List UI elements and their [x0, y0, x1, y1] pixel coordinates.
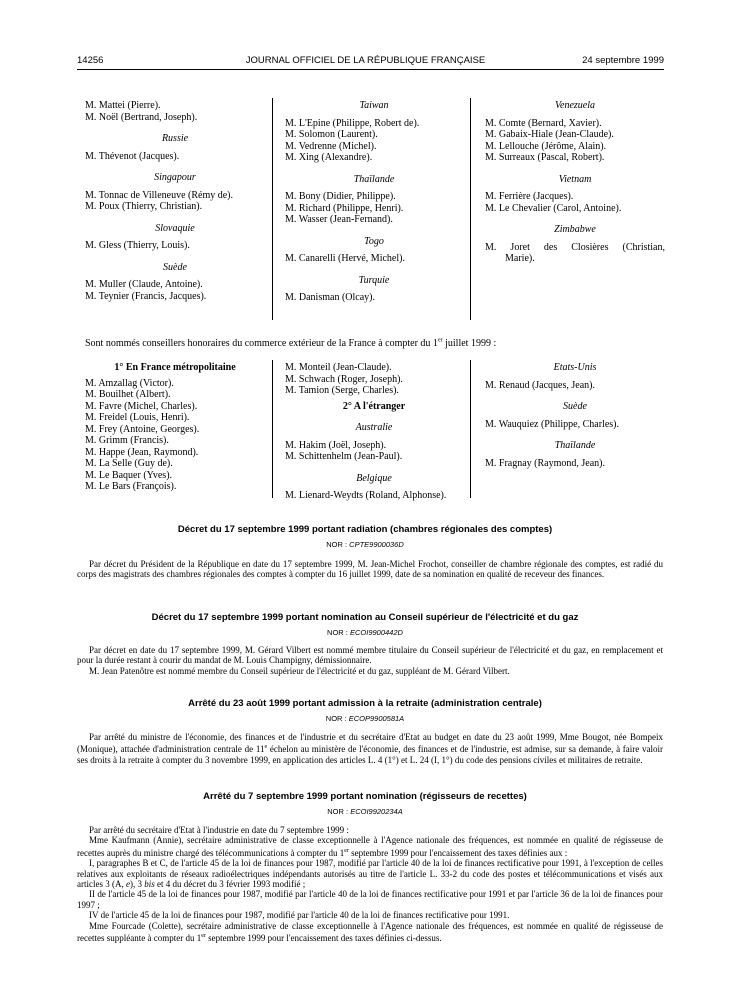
person-name: M. Muller (Claude, Antoine).: [85, 279, 203, 290]
person-name: M. Solomon (Laurent).: [285, 129, 378, 140]
person-name: M. Amzallag (Victor).: [85, 377, 174, 389]
column-divider: [470, 360, 471, 498]
country-heading: Etats-Unis: [553, 362, 597, 373]
person-name: M. Danisman (Olcay).: [285, 292, 375, 303]
decree-paragraph: II de l'article 45 de la loi de finances pour 1987, modifié par l'article 40 de la loi de finances rectificative pour 1991 et par l'article 36 de la loi de finances pour 1997 ;: [77, 889, 663, 910]
decree-body: [77, 825, 663, 943]
honorary-list-column-2: [285, 362, 463, 502]
country-heading: Suède: [563, 401, 587, 412]
page-number: 14256: [77, 55, 104, 66]
person-name: M. Le Chevalier (Carol, Antoine).: [485, 202, 622, 214]
name-continuation: Marie).: [505, 253, 535, 264]
person-name: M. Le Baquer (Yves).: [85, 469, 173, 481]
person-name: M. Gabaix-Hiale (Jean-Claude).: [485, 129, 614, 140]
person-name: M. Joret des Closières (Christian,: [485, 241, 665, 253]
person-name: M. Comte (Bernard, Xavier).: [485, 117, 602, 129]
column-divider: [272, 360, 273, 498]
decree-paragraph: Par décret en date du 17 septembre 1999, M. Gérard Vilbert est nommé membre titulaire du Conseil supérieur de l'électricité et du gaz, en remplacement et pour la durée restant à courir du mandat de M. Louis Champigny, démissionnaire.: [77, 645, 663, 666]
person-name: M. Renaud (Jacques, Jean).: [485, 379, 595, 391]
decree-paragraph: Par décret du Président de la République en date du 17 septembre 1999, M. Jean-Michel Frochot, conseiller de chambre régionale des comptes, est radié du corps des magistrats des chambres régionales des comptes à compter du 16 juillet 1999, date de sa nomination en qualité de receveur des finances.: [77, 559, 663, 580]
honorary-list-column-3: [485, 100, 665, 265]
person-name: M. Poux (Thierry, Christian).: [85, 201, 203, 212]
decree-paragraph: M. Jean Patenôtre est nommé membre du Conseil supérieur de l'électricité et du gaz, suppléant de M. Gérard Vilbert.: [89, 665, 510, 676]
person-name: M. Le Bars (François).: [85, 481, 177, 492]
country-heading: Australie: [355, 422, 393, 433]
decree-title: Arrêté du 23 août 1999 portant admission à la retraite (administration centrale): [188, 698, 542, 709]
journal-title: JOURNAL OFFICIEL DE LA RÉPUBLIQUE FRANÇAISE: [245, 55, 486, 66]
nor-reference: NOR : ECOI9920234A: [327, 807, 403, 816]
country-heading: Venezuela: [555, 100, 595, 111]
column-divider: [470, 98, 471, 320]
decree-title: Arrêté du 7 septembre 1999 portant nomination (régisseurs de recettes): [203, 791, 527, 802]
person-name: M. Teynier (Francis, Jacques).: [85, 290, 207, 302]
decree-paragraph: I, paragraphes B et C, de l'article 45 de la loi de finances pour 1987, modifié par l'article 40 de la loi de finances rectificative pour 1991, à l'exception de celles relatives aux exploitants de réseaux radioélectriques indépendants autorisés au titre de l'article L. 33-2 du code des postes et télécommunications et visés aux articles 3 (A, e), 3 bis et 4 du décret du 3 février 1993 modifié ;: [77, 858, 663, 890]
person-name: M. Grimm (Francis).: [85, 435, 169, 446]
decree-paragraph: Par arrêté du ministre de l'économie, des finances et de l'industrie et du secrétaire d'Etat au budget en date du 23 août 1999, Mme Bougot, née Bompeix (Monique), attachée d'administration centrale de 11e échelon au ministère de l'économie, des finances et de l'industrie, est admise, sur sa demande, à faire valoir ses droits à la retraite à compter du 3 novembre 1999, en application des articles L. 4 (1°) et L. 24 (I, 1°) du code des pensions civiles et militaires de retraite.: [77, 732, 663, 765]
country-heading: Vietnam: [558, 173, 592, 185]
country-heading: Russie: [161, 133, 189, 144]
decree-title: Décret du 17 septembre 1999 portant nomination au Conseil supérieur de l'électricité et du gaz: [151, 612, 579, 623]
person-name: M. Richard (Philippe, Henri).: [285, 202, 404, 214]
person-name: M. Xing (Alexandre).: [285, 152, 373, 163]
country-heading: Zimbabwe: [554, 224, 596, 235]
person-name: M. Lienard-Weydts (Roland, Alphonse).: [285, 490, 447, 501]
person-name: M. Hakim (Joël, Joseph).: [285, 439, 387, 451]
decree-paragraph: Mme Fourcade (Colette), secrétaire administrative de classe exceptionnelle à l'Agence nationale des fréquences, est nommée en qualité de régisseuse de recettes suppléante à compter du 1er septembre 1999 pour l'encaissement des taxes définies ci-dessus.: [77, 920, 663, 944]
decree-paragraph: IV de l'article 45 de la loi de finances pour 1987, modifié par l'article 40 de la loi de finances rectificative pour 1991.: [89, 910, 510, 921]
honorary-list-column-3: [485, 362, 665, 469]
country-heading: Belgique: [356, 472, 392, 484]
section-heading: 2° A l'étranger: [342, 400, 406, 412]
decree-body: [77, 559, 663, 580]
country-heading: Turquie: [358, 274, 390, 286]
person-name: M. Tamion (Serge, Charles).: [285, 385, 399, 396]
person-name: M. Gless (Thierry, Louis).: [85, 240, 190, 251]
person-name: M. Bony (Didier, Philippe).: [285, 191, 396, 202]
country-heading: Thaïlande: [554, 440, 596, 451]
nor-reference: NOR : ECOP9900581A: [325, 714, 405, 723]
country-heading: Singapour: [154, 172, 196, 183]
person-name: M. Tonnac de Villeneuve (Rémy de).: [85, 189, 234, 201]
country-heading: Suède: [163, 261, 187, 273]
nor-reference: NOR : ECOI9900442D: [327, 628, 403, 637]
person-name: M. Noël (Bertrand, Joseph).: [85, 111, 198, 123]
issue-date: 24 septembre 1999: [582, 55, 664, 66]
decree-paragraph: Par arrêté du secrétaire d'Etat à l'industrie en date du 7 septembre 1999 :: [89, 825, 349, 835]
person-name: M. Schwach (Roger, Joseph).: [285, 373, 403, 385]
header-rule: [77, 69, 664, 70]
person-name: M. Favre (Michel, Charles).: [85, 400, 198, 412]
person-name: M. Surreaux (Pascal, Robert).: [485, 152, 605, 163]
country-heading: Taiwan: [359, 100, 389, 111]
honorary-list-column-1: [85, 100, 265, 302]
column-divider: [272, 98, 273, 320]
person-name: M. La Selle (Guy de).: [85, 458, 173, 469]
decree-body: [77, 732, 663, 765]
person-name: M. Schittenhelm (Jean-Paul).: [285, 451, 403, 462]
person-name: M. Lellouche (Jérôme, Alain).: [485, 140, 607, 152]
country-heading: Togo: [364, 235, 384, 247]
honorary-list-column-2: [285, 100, 463, 304]
person-name: M. Wasser (Jean-Fernand).: [285, 214, 393, 225]
decree-body: [77, 645, 663, 676]
person-name: M. Mattei (Pierre).: [85, 100, 161, 111]
intro-text: Sont nommés conseillers honoraires du commerce extérieur de la France à compter du 1er juillet 1999 :: [85, 338, 497, 350]
country-heading: Thaïlande: [353, 173, 395, 185]
person-name: M. Frey (Antoine, Georges).: [85, 423, 200, 435]
decree-paragraph: Mme Kaufmann (Annie), secrétaire administrative de classe exceptionnelle à l'Agence nationale des fréquences, est nommée en qualité de régisseuse de recettes auprès du ministre chargé des télécommunications à compter du 1er septembre 1999 pour l'encaissement des taxes définies aux :: [77, 835, 663, 858]
nor-reference: NOR : CPTE9900036D: [326, 540, 404, 549]
person-name: M. Thévenot (Jacques).: [85, 150, 180, 162]
person-name: M. Vedrenne (Michel).: [285, 140, 377, 152]
person-name: M. Bouilhet (Albert).: [85, 389, 171, 400]
decree-title: Décret du 17 septembre 1999 portant radiation (chambres régionales des comptes): [177, 524, 553, 535]
person-name: M. Monteil (Jean-Claude).: [285, 362, 392, 373]
honorary-list-column-1: [85, 362, 265, 493]
person-name: M. Happe (Jean, Raymond).: [85, 446, 199, 458]
person-name: M. Wauquiez (Philippe, Charles).: [485, 418, 619, 430]
person-name: M. Freidel (Louis, Henri).: [85, 412, 190, 423]
person-name: M. L'Epine (Philippe, Robert de).: [285, 117, 420, 129]
country-heading: Slovaquie: [155, 222, 195, 234]
person-name: M. Fragnay (Raymond, Jean).: [485, 457, 605, 469]
section-heading: 1° En France métropolitaine: [114, 362, 236, 373]
intro-sentence: [85, 338, 496, 349]
person-name: M. Canarelli (Hervé, Michel).: [285, 253, 405, 264]
person-name: M. Ferrière (Jacques).: [485, 191, 574, 202]
